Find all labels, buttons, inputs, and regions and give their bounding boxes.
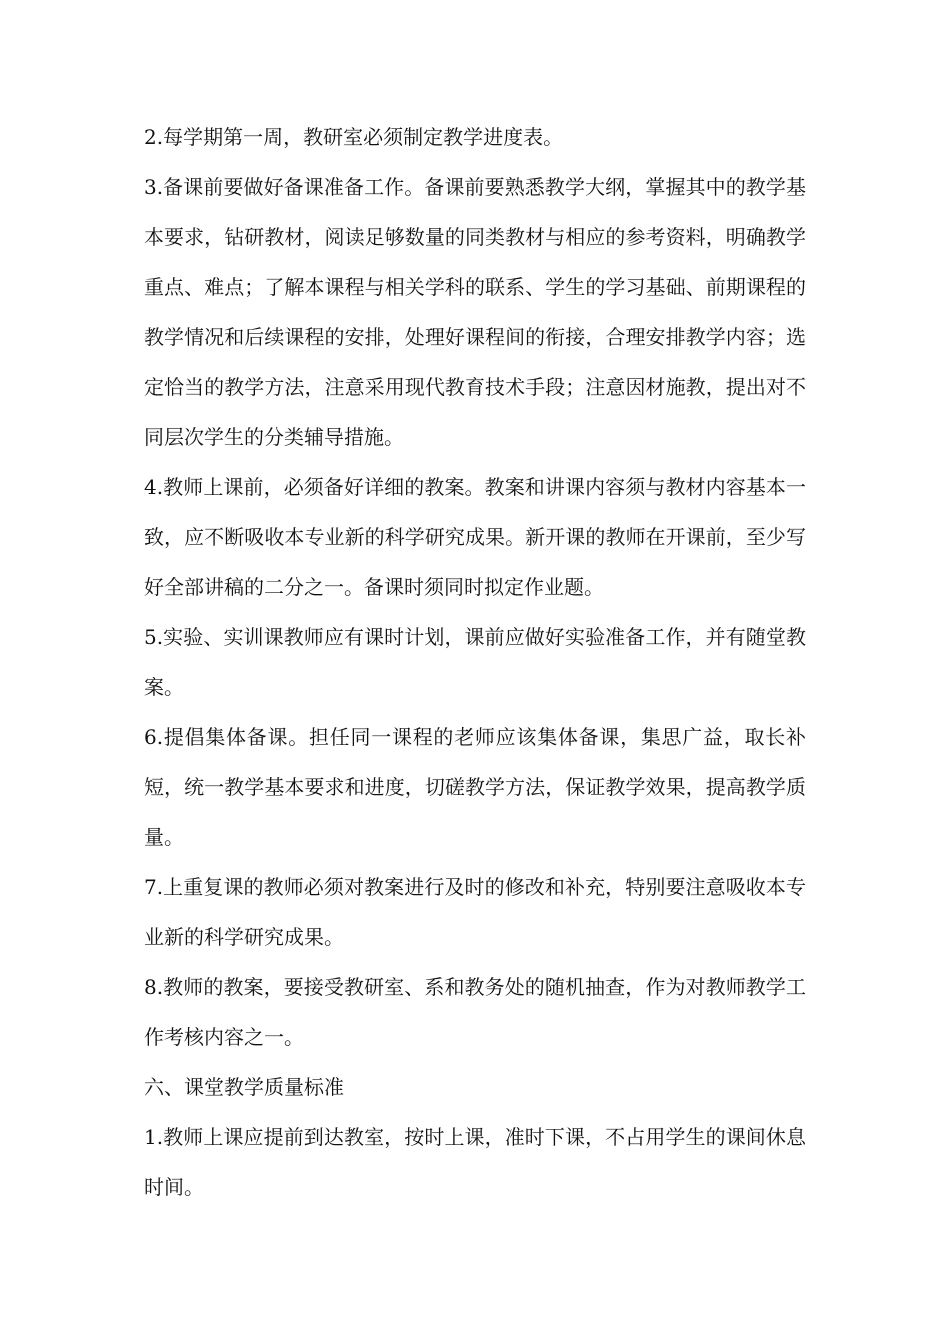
paragraph-item-2: 2.每学期第一周，教研室必须制定教学进度表。	[144, 125, 564, 149]
paragraph-item-5: 5.实验、实训课教师应有课时计划，课前应做好实验准备工作，并有随堂教案。	[144, 625, 806, 699]
paragraph-item-3: 3.备课前要做好备课准备工作。备课前要熟悉教学大纲，掌握其中的教学基本要求，钻研教材，阅读足够数量的同类教材与相应的参考资料，明确教学重点、难点；了解本课程与相关学科的联系、学生的学习基础、前期课程的教学情况和后续课程的安排，处理好课程间的衔接，合理安排教学内容；选定恰当的教学方法，注意采用现代教育技术手段；注意因材施教，提出对不同层次学生的分类辅导措施。	[144, 175, 806, 449]
paragraph-item-7: 7.上重复课的教师必须对教案进行及时的修改和补充，特别要注意吸收本专业新的科学研究成果。	[144, 875, 806, 949]
paragraph-item-1: 1.教师上课应提前到达教室，按时上课，准时下课，不占用学生的课间休息时间。	[144, 1125, 806, 1199]
document-body	[144, 112, 806, 1212]
paragraph-item-4: 4.教师上课前，必须备好详细的教案。教案和讲课内容须与教材内容基本一致，应不断吸收本专业新的科学研究成果。新开课的教师在开课前，至少写好全部讲稿的二分之一。备课时须同时拟定作业题。	[144, 475, 806, 599]
section-heading: 六、课堂教学质量标准	[144, 1075, 344, 1099]
paragraph-item-6: 6.提倡集体备课。担任同一课程的老师应该集体备课，集思广益，取长补短，统一教学基本要求和进度，切磋教学方法，保证教学效果，提高教学质量。	[144, 725, 806, 849]
paragraph-item-8: 8.教师的教案，要接受教研室、系和教务处的随机抽查，作为对教师教学工作考核内容之一。	[144, 975, 806, 1049]
